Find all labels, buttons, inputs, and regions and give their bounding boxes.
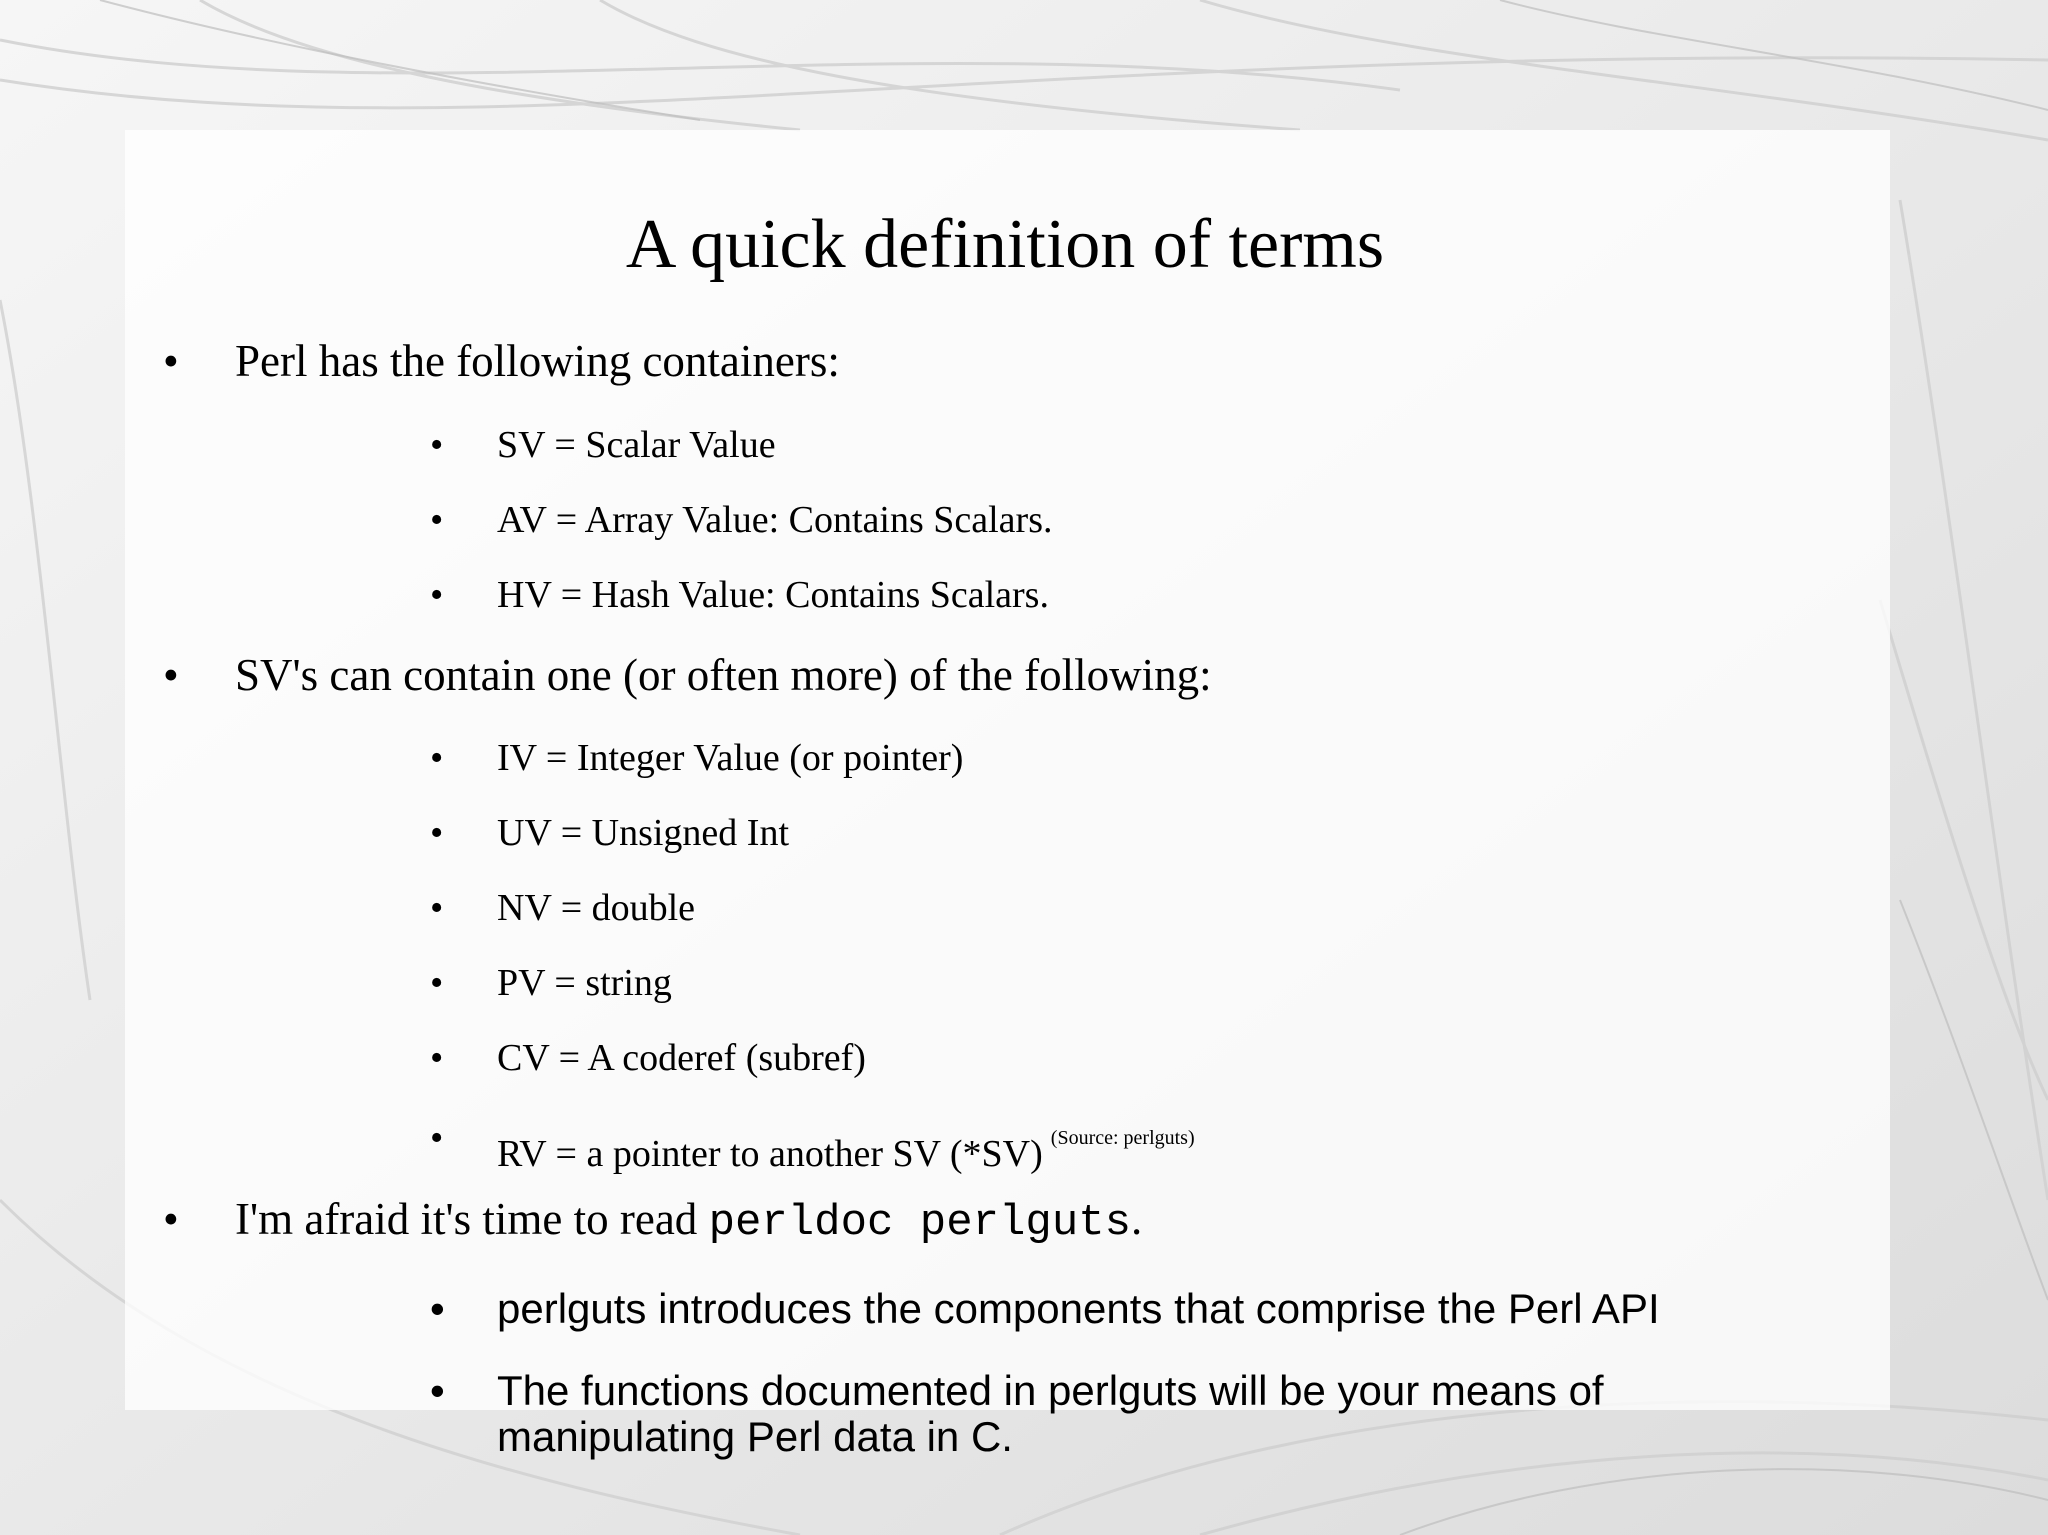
bullet-text: Perl has the following containers:: [235, 336, 840, 386]
bullet-marker: •: [430, 499, 444, 541]
bullet-marker: •: [430, 812, 444, 854]
bullet-marker: •: [163, 336, 179, 386]
sub-bullet-text: AV = Array Value: Contains Scalars.: [497, 499, 1053, 541]
sub-bullet-text: The functions documented in perlguts will be your means of manipulating Perl data in C.: [497, 1367, 1604, 1460]
text-after-code: .: [1131, 1194, 1143, 1244]
slide-title: A quick definition of terms: [625, 206, 1385, 283]
bullet-marker: •: [163, 1194, 179, 1244]
bullet-text: [235, 1193, 1142, 1249]
code-perldoc: perldoc perlguts: [708, 1198, 1132, 1248]
bullet-marker: •: [430, 962, 444, 1004]
sub-bullet-text: CV = A coderef (subref): [497, 1037, 866, 1079]
sub-bullet-text: perlguts introduces the components that comprise the Perl API: [497, 1285, 1660, 1332]
bullet-text: SV's can contain one (or often more) of the following:: [235, 650, 1212, 700]
sub-bullet-text: IV = Integer Value (or pointer): [497, 737, 964, 779]
bullet-marker: •: [430, 737, 444, 779]
sub-bullet-text: SV = Scalar Value: [497, 424, 776, 466]
bullet-marker: •: [163, 650, 179, 700]
rv-text: RV = a pointer to another SV (*SV): [497, 1133, 1043, 1175]
sub-bullet-text: UV = Unsigned Int: [497, 812, 789, 854]
sub-bullet-text: HV = Hash Value: Contains Scalars.: [497, 574, 1049, 616]
text-before-code: I'm afraid it's time to read: [235, 1194, 709, 1244]
bullet-marker: •: [430, 887, 444, 929]
bullet-marker: •: [430, 1285, 445, 1332]
sub-bullet-text: NV = double: [497, 887, 696, 929]
sub-bullet-text: [497, 1116, 1195, 1176]
bullet-marker: •: [430, 574, 444, 616]
bullet-marker: •: [430, 1037, 444, 1079]
sub-bullet-text: PV = string: [497, 962, 672, 1004]
bullet-marker: •: [430, 1117, 444, 1159]
source-note: (Source: perlguts): [1050, 1127, 1195, 1149]
bullet-marker: •: [430, 1367, 445, 1414]
bullet-marker: •: [430, 424, 444, 466]
